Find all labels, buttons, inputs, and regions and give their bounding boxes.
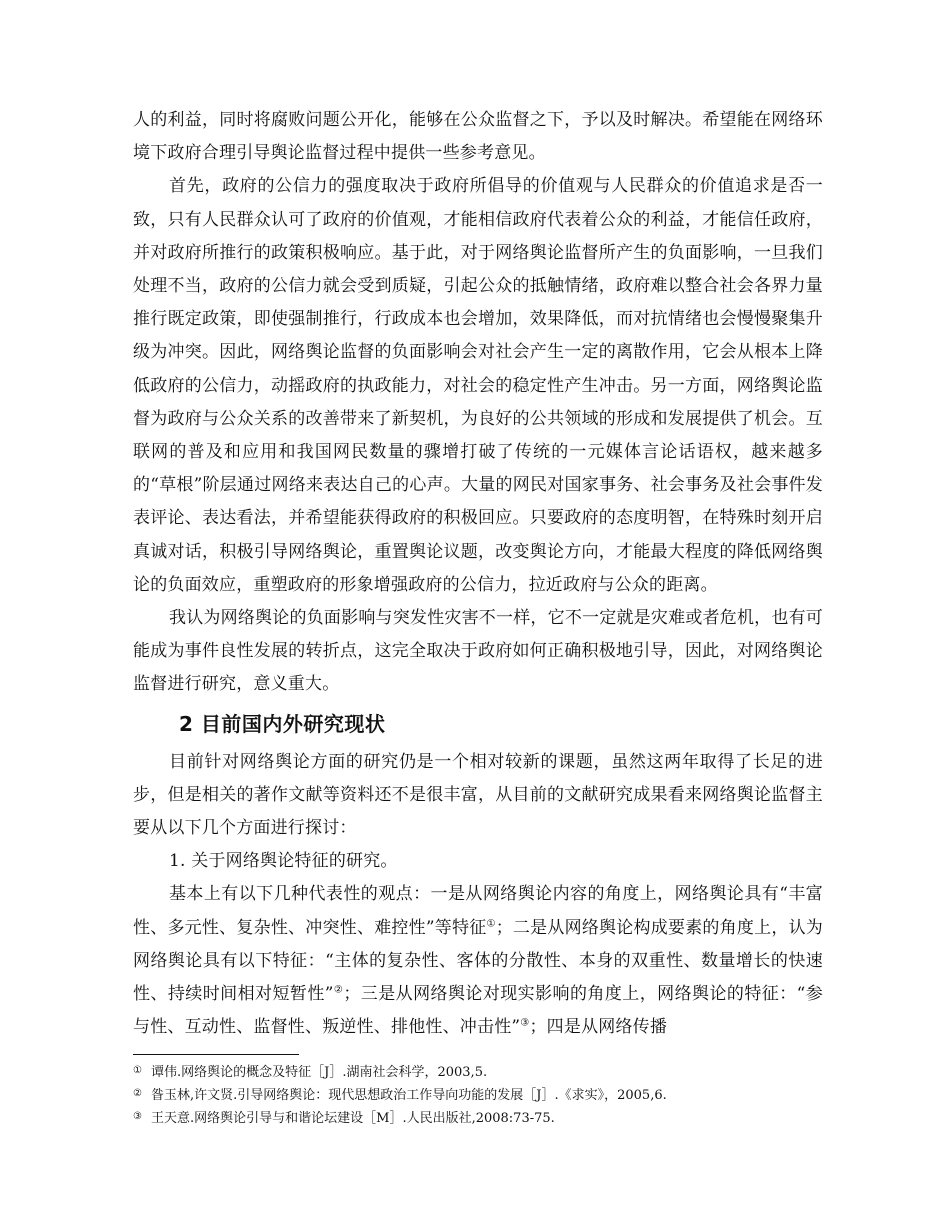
footnote-text: 王天意.网络舆论引导与和谐论坛建设［M］.人民出版社,2008:73-75. bbox=[151, 1111, 555, 1126]
footnote-text: 昝玉林,许文贤.引导网络舆论：现代思想政治工作导向功能的发展［J］.《求实》，2005,6. bbox=[151, 1088, 667, 1103]
paragraph-4: 目前针对网络舆论方面的研究仍是一个相对较新的课题，虽然这两年取得了长足的进步，但是相关的著作文献等资料还不是很丰富，从目前的文献研究成果看来网络舆论监督主要从以下几个方面进行探讨： bbox=[133, 751, 823, 839]
paragraph-3: 我认为网络舆论的负面影响与突发性灾害不一样，它不一定就是灾难或者危机，也有可能成为事件良性发展的转折点，这完全取决于政府如何正确积极地引导，因此，对网络舆论监督进行研究，意义重大。 bbox=[133, 608, 823, 695]
footnote-1 bbox=[133, 1060, 833, 1083]
paragraph-1: 人的利益，同时将腐败问题公开化，能够在公众监督之下，予以及时解决。希望能在网络环境下政府合理引导舆论监督过程中提供一些参考意见。 bbox=[133, 110, 823, 164]
paragraph-6-text-1: 基本上有以下几种代表性的观点：一是从网络舆论内容的角度上，网络舆论具有“丰富性、多元性、复杂性、冲突性、难控性”等特征 bbox=[133, 884, 823, 938]
paragraph-6-text-4: ；四是从网络传播 bbox=[529, 1017, 668, 1038]
footnote-2 bbox=[133, 1083, 833, 1106]
footnotes bbox=[133, 1060, 833, 1129]
paragraph-6 bbox=[133, 878, 823, 1044]
body-text bbox=[133, 104, 823, 1044]
paragraph-6-text-2: ；二是从网络舆论构成要素的角度上，认为网络舆论具有以下特征：“主体的复杂性、客体的分散性、本身的双重性、数量增长的快速性、持续时间相对短暂性” bbox=[133, 917, 823, 1005]
footnote-3 bbox=[133, 1106, 833, 1129]
paragraph-2: 首先，政府的公信力的强度取决于政府所倡导的价值观与人民群众的价值追求是否一致，只有人民群众认可了政府的价值观，才能相信政府代表着公众的利益，才能信任政府，并对政府所推行的政策积极响应。基于此，对于网络舆论监督所产生的负面影响，一旦我们处理不当，政府的公信力就会受到质疑，引起公众的抵触情绪，政府难以整合社会各界力量推行既定政策，即使强制推行，行政成本也会增加，效果降低，而对抗情绪也会慢慢聚集升级为冲突。因此，网络舆论监督的负面影响会对社会产生一定的离散作用，它会从根本上降低政府的公信力，动摇政府的执政能力，对社会的稳定性产生冲击。另一方面，网络舆论监督为政府与公众关系的改善带来了新契机，为良好的公共领域的形成和发展提供了机会。互联网的普及和应用和我国网民数量的骤增打破了传统的一元媒体言论话语权，越来越多的“草根”阶层通过网络来表达自己的心声。大量的网民对国家事务、社会事务及社会事件发表评论、表达看法，并希望能获得政府的积极回应。只要政府的态度明智，在特殊时刻开启真诚对话，积极引导网络舆论，重置舆论议题，改变舆论方向，才能最大程度的降低网络舆论的负面效应，重塑政府的形象增强政府的公信力，拉近政府与公众的距离。 bbox=[133, 176, 823, 595]
footnote-ref-2: ② bbox=[333, 984, 344, 996]
footnote-divider bbox=[133, 1054, 299, 1055]
paragraph-6-text-3: ；三是从网络舆论对现实影响的角度上，网络舆论的特征：“参与性、互动性、监督性、叛逆性、排他性、冲击性” bbox=[133, 984, 823, 1038]
footnote-mark: ② bbox=[133, 1088, 142, 1099]
section-heading: 2 目前国内外研究现状 bbox=[179, 711, 386, 736]
footnote-ref-1: ① bbox=[486, 918, 496, 930]
footnote-mark: ① bbox=[133, 1065, 142, 1076]
paragraph-5: 1. 关于网络舆论特征的研究。 bbox=[169, 851, 398, 872]
footnote-mark: ③ bbox=[133, 1111, 142, 1122]
footnote-text: 谭伟.网络舆论的概念及特征［J］.湖南社会科学，2003,5. bbox=[151, 1065, 488, 1080]
footnote-ref-3: ③ bbox=[520, 1017, 530, 1029]
